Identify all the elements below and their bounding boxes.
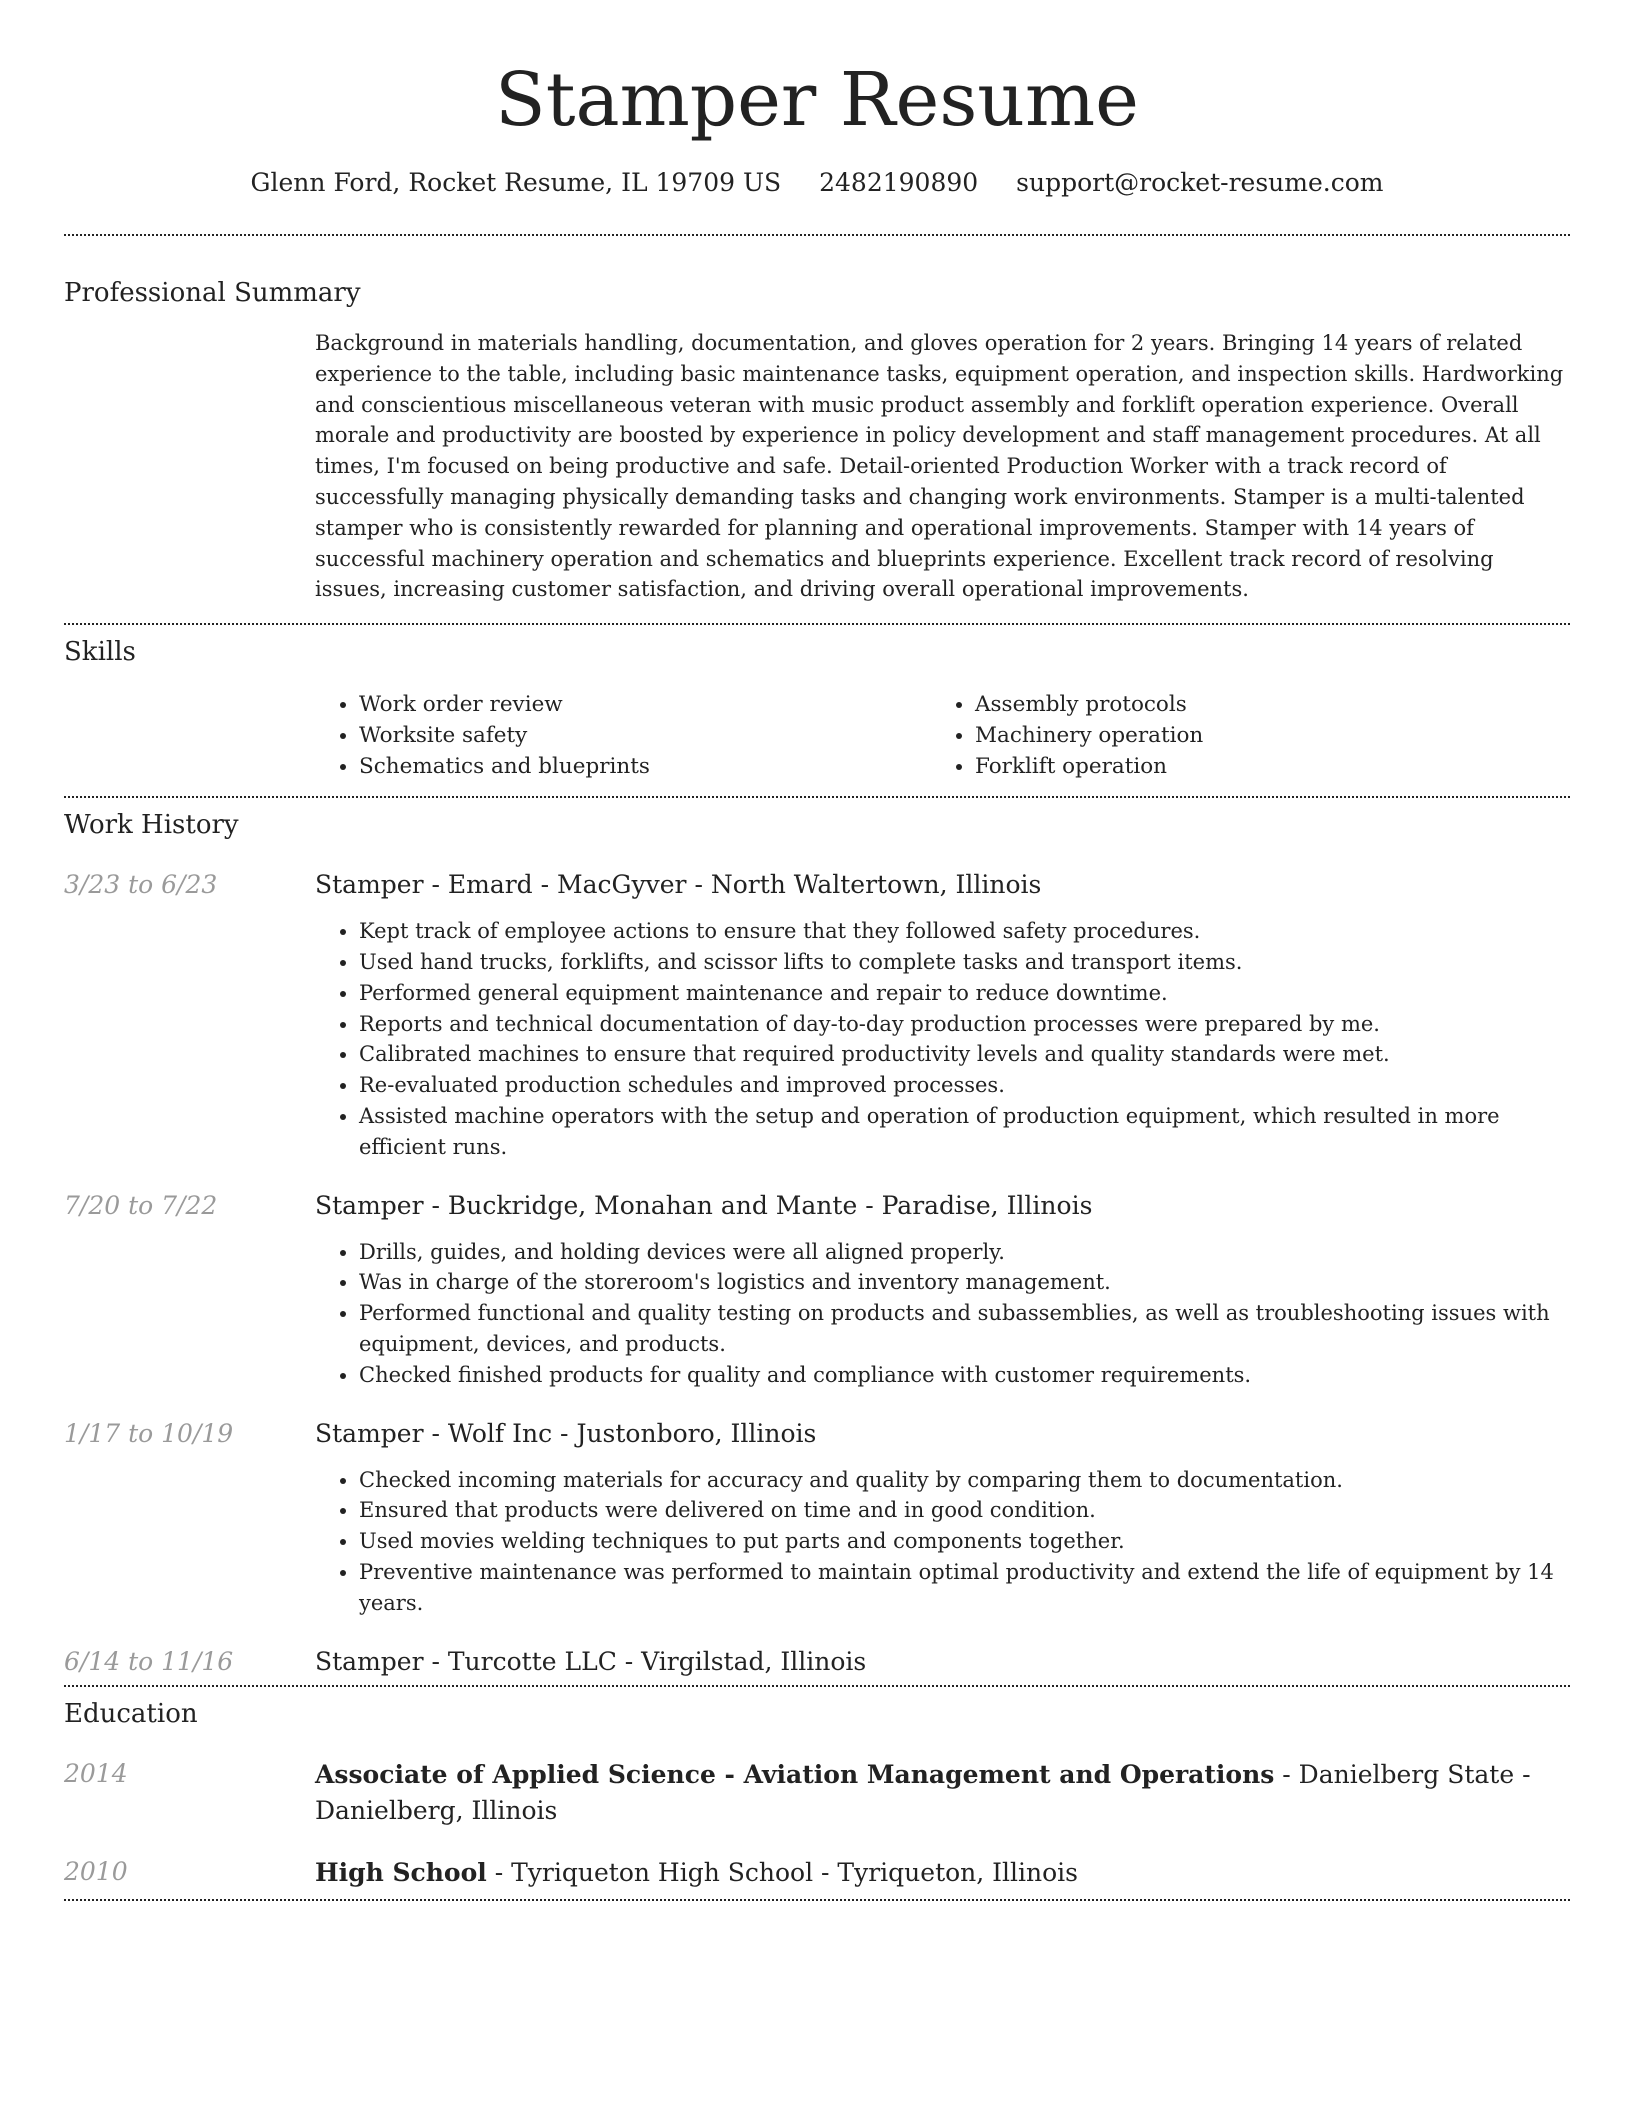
- skill-item: • Schematics and blueprints: [359, 751, 931, 782]
- job-entry: [64, 1417, 1570, 1619]
- skills-heading: Skills: [64, 637, 136, 668]
- section-divider: [64, 1899, 1570, 1901]
- education-heading: Education: [64, 1698, 198, 1729]
- contact-email: support@rocket-resume.com: [1016, 168, 1384, 197]
- contact-line: [64, 166, 1570, 200]
- section-divider: [64, 623, 1570, 625]
- job-bullet: • Preventive maintenance was performed to maintain optimal productivity and extend the life of equipment by 14 years.: [359, 1557, 1570, 1619]
- job-date: 3/23 to 6/23: [64, 870, 218, 900]
- job-entry: [64, 1189, 1570, 1391]
- job-bullet: • Used hand trucks, forklifts, and scissor lifts to complete tasks and transport items.: [359, 947, 1570, 978]
- job-bullet: • Performed general equipment maintenance and repair to reduce downtime.: [359, 978, 1570, 1009]
- job-bullets: [315, 1237, 1570, 1391]
- job-bullet: • Performed functional and quality testing on products and subassemblies, as well as troubleshooting issues with equipment, devices, and products.: [359, 1298, 1570, 1360]
- skill-item: • Worksite safety: [359, 720, 931, 751]
- education-detail: [315, 1757, 1570, 1829]
- skill-item: • Assembly protocols: [975, 689, 1547, 720]
- education-degree: Associate of Applied Science - Aviation Management and Operations: [315, 1759, 1275, 1789]
- work-history-heading: Work History: [64, 810, 239, 841]
- skill-item: • Machinery operation: [975, 720, 1547, 751]
- job-bullets: [315, 1465, 1570, 1619]
- contact-address: Glenn Ford, Rocket Resume, IL 19709 US: [250, 168, 782, 197]
- job-entry: [64, 868, 1570, 1162]
- job-bullet: • Used movies welding techniques to put parts and components together.: [359, 1526, 1570, 1557]
- section-divider: [64, 796, 1570, 798]
- skills-grid: [315, 689, 1570, 782]
- section-divider: [64, 234, 1570, 236]
- job-bullet: • Re-evaluated production schedules and improved processes.: [359, 1070, 1570, 1101]
- education-year: 2014: [64, 1758, 128, 1788]
- job-title: Stamper - Turcotte LLC - Virgilstad, Illinois: [315, 1646, 867, 1676]
- section-divider: [64, 1685, 1570, 1687]
- job-bullet: • Drills, guides, and holding devices were all aligned properly.: [359, 1237, 1570, 1268]
- education-entry: [64, 1855, 1570, 1891]
- job-bullet: • Assisted machine operators with the setup and operation of production equipment, which resulted in more efficient runs.: [359, 1101, 1570, 1163]
- skills-list-left: [315, 689, 931, 782]
- education-degree: High School: [315, 1857, 487, 1887]
- skills-list-right: [931, 689, 1547, 782]
- summary-text: Background in materials handling, documentation, and gloves operation for 2 years. Bringing 14 years of related experience to the table, including basic maintenance tasks, equipment operation, and inspection skills. Hardworking and conscientious miscellaneous veteran with music product assembly and forklift operation experience. Overall morale and productivity are boosted by experience in policy development and staff management procedures. At all times, I'm focused on being productive and safe. Detail-oriented Production Worker with a track record of successfully managing physically demanding tasks and changing work environments. Stamper is a multi-talented stamper who is consistently rewarded for planning and operational improvements. Stamper with 14 years of successful machinery operation and schematics and blueprints experience. Excellent track record of resolving issues, increasing customer satisfaction, and driving overall operational improvements.: [315, 331, 1564, 602]
- job-bullets: [315, 916, 1570, 1162]
- education-detail: [315, 1855, 1570, 1891]
- job-bullet: • Checked finished products for quality and compliance with customer requirements.: [359, 1360, 1570, 1391]
- job-entry: [64, 1645, 1570, 1679]
- job-title: Stamper - Buckridge, Monahan and Mante - Paradise, Illinois: [315, 1190, 1093, 1220]
- job-bullet: • Was in charge of the storeroom's logistics and inventory management.: [359, 1267, 1570, 1298]
- job-date: 6/14 to 11/16: [64, 1646, 234, 1676]
- resume-title: Stamper Resume: [495, 57, 1139, 143]
- job-bullet: • Kept track of employee actions to ensure that they followed safety procedures.: [359, 916, 1570, 947]
- job-date: 7/20 to 7/22: [64, 1190, 218, 1220]
- resume-content: [64, 0, 1570, 1901]
- job-bullet: • Checked incoming materials for accuracy and quality by comparing them to documentation.: [359, 1465, 1570, 1496]
- education-school: - Tyriqueton High School - Tyriqueton, Illinois: [486, 1857, 1079, 1887]
- skill-item: • Forklift operation: [975, 751, 1547, 782]
- skills-row: [64, 669, 1570, 796]
- education-year: 2010: [64, 1856, 128, 1886]
- summary-heading: Professional Summary: [64, 278, 361, 308]
- job-bullet: • Reports and technical documentation of day-to-day production processes were prepared by me.: [359, 1009, 1570, 1040]
- education-school: - Danielberg State - Danielberg, Illinois: [315, 1759, 1531, 1825]
- job-title: Stamper - Emard - MacGyver - North Waltertown, Illinois: [315, 870, 1042, 900]
- summary-row: [64, 310, 1570, 623]
- education-entry: [64, 1757, 1570, 1829]
- skill-item: • Work order review: [359, 689, 931, 720]
- job-bullet: • Ensured that products were delivered on time and in good condition.: [359, 1495, 1570, 1526]
- job-bullet: • Calibrated machines to ensure that required productivity levels and quality standards were met.: [359, 1039, 1570, 1070]
- job-title: Stamper - Wolf Inc - Justonboro, Illinois: [315, 1418, 817, 1448]
- contact-phone: 2482190890: [819, 168, 979, 197]
- job-date: 1/17 to 10/19: [64, 1418, 234, 1448]
